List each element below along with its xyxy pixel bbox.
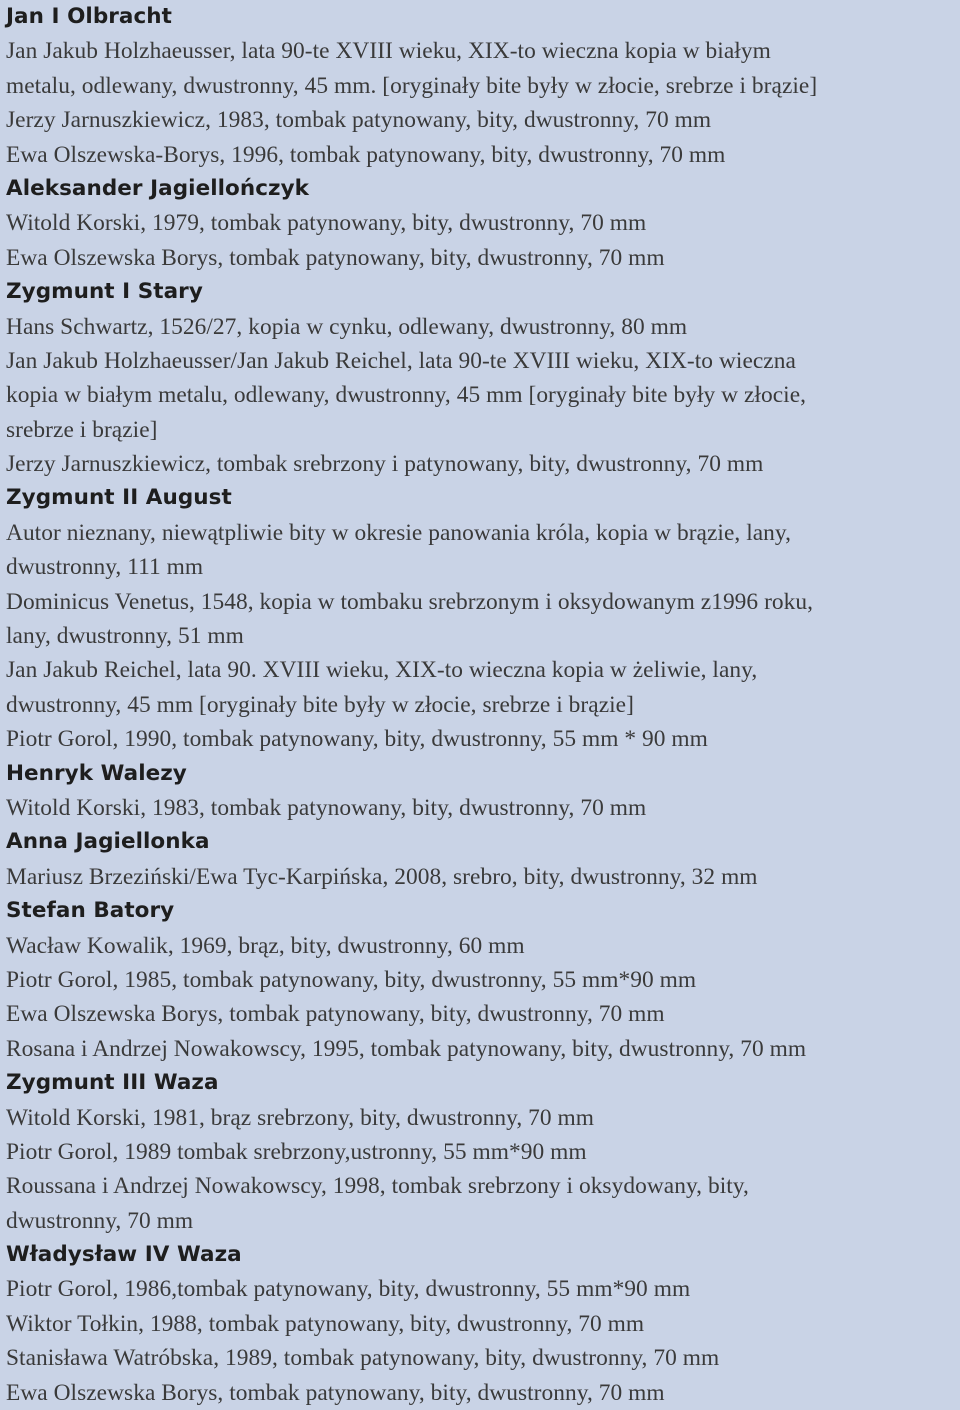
medal-entry-line: Ewa Olszewska Borys, tombak patynowany, bity, dwustronny, 70 mm <box>6 244 665 271</box>
medal-entry-line: srebrze i brązie] <box>6 416 158 443</box>
medal-entry-line: metalu, odlewany, dwustronny, 45 mm. [oryginały bite były w złocie, srebrze i brązie] <box>6 72 818 99</box>
medal-entry-line: Wacław Kowalik, 1969, brąz, bity, dwustronny, 60 mm <box>6 932 525 959</box>
medal-entry-line: Ewa Olszewska Borys, tombak patynowany, bity, dwustronny, 70 mm <box>6 1001 665 1028</box>
medal-entry-line: Rosana i Andrzej Nowakowscy, 1995, tombak patynowany, bity, dwustronny, 70 mm <box>6 1035 807 1062</box>
ruler-heading: Władysław IV Waza <box>6 1242 242 1268</box>
medal-entry-line: lany, dwustronny, 51 mm <box>6 623 244 650</box>
medal-entry-line: Jerzy Jarnuszkiewicz, 1983, tombak patynowany, bity, dwustronny, 70 mm <box>6 107 712 134</box>
medal-entry-line: Piotr Gorol, 1985, tombak patynowany, bity, dwustronny, 55 mm*90 mm <box>6 966 697 993</box>
medal-entry-line: dwustronny, 70 mm <box>6 1207 194 1234</box>
medal-entry-line: Witold Korski, 1981, brąz srebrzony, bity, dwustronny, 70 mm <box>6 1104 595 1131</box>
medal-entry-line: Jerzy Jarnuszkiewicz, tombak srebrzony i patynowany, bity, dwustronny, 70 mm <box>6 451 764 478</box>
medal-entry-line: Hans Schwartz, 1526/27, kopia w cynku, odlewany, dwustronny, 80 mm <box>6 313 688 340</box>
medal-entry-line: kopia w białym metalu, odlewany, dwustronny, 45 mm [oryginały bite były w złocie, <box>6 382 807 409</box>
ruler-heading: Stefan Batory <box>6 898 175 924</box>
medal-entry-line: Mariusz Brzeziński/Ewa Tyc-Karpińska, 2008, srebro, bity, dwustronny, 32 mm <box>6 863 758 890</box>
medal-entry-line: Witold Korski, 1979, tombak patynowany, bity, dwustronny, 70 mm <box>6 210 647 237</box>
medal-entry-line: Piotr Gorol, 1989 tombak srebrzony,ustronny, 55 mm*90 mm <box>6 1138 587 1165</box>
medal-entry-line: Piotr Gorol, 1986,tombak patynowany, bity, dwustronny, 55 mm*90 mm <box>6 1276 691 1303</box>
ruler-heading: Zygmunt II August <box>6 485 232 511</box>
medal-entry-line: Jan Jakub Holzhaeusser, lata 90-te XVIII wieku, XIX-to wieczna kopia w białym <box>6 38 771 65</box>
medal-entry-line: Piotr Gorol, 1990, tombak patynowany, bity, dwustronny, 55 mm * 90 mm <box>6 726 708 753</box>
medal-entry-line: Wiktor Tołkin, 1988, tombak patynowany, bity, dwustronny, 70 mm <box>6 1310 645 1337</box>
medal-entry-line: dwustronny, 111 mm <box>6 554 204 581</box>
ruler-heading: Zygmunt I Stary <box>6 279 203 305</box>
medal-list-document <box>6 0 958 1410</box>
medal-entry-line: Autor nieznany, niewątpliwie bity w okresie panowania króla, kopia w brązie, lany, <box>6 519 792 546</box>
medal-entry-line: Ewa Olszewska Borys, tombak patynowany, bity, dwustronny, 70 mm <box>6 1379 665 1406</box>
medal-entry-line: Roussana i Andrzej Nowakowscy, 1998, tombak srebrzony i oksydowany, bity, <box>6 1173 749 1200</box>
medal-entry-line: Dominicus Venetus, 1548, kopia w tombaku srebrzonym i oksydowanym z1996 roku, <box>6 588 814 615</box>
ruler-heading: Henryk Walezy <box>6 760 187 786</box>
medal-entry-line: Ewa Olszewska-Borys, 1996, tombak patynowany, bity, dwustronny, 70 mm <box>6 141 726 168</box>
ruler-heading: Jan I Olbracht <box>6 4 172 29</box>
medal-entry-line: Witold Korski, 1983, tombak patynowany, bity, dwustronny, 70 mm <box>6 794 647 821</box>
medal-entry-line: Stanisława Watróbska, 1989, tombak patynowany, bity, dwustronny, 70 mm <box>6 1345 720 1372</box>
medal-entry-line: Jan Jakub Holzhaeusser/Jan Jakub Reichel, lata 90-te XVIII wieku, XIX-to wieczna <box>6 347 796 374</box>
medal-entry-line: dwustronny, 45 mm [oryginały bite były w złocie, srebrze i brązie] <box>6 691 634 718</box>
medal-entry-line: Jan Jakub Reichel, lata 90. XVIII wieku, XIX-to wieczna kopia w żeliwie, lany, <box>6 657 758 684</box>
ruler-heading: Anna Jagiellonka <box>6 829 210 855</box>
ruler-heading: Zygmunt III Waza <box>6 1070 219 1096</box>
ruler-heading: Aleksander Jagiellończyk <box>6 175 309 201</box>
